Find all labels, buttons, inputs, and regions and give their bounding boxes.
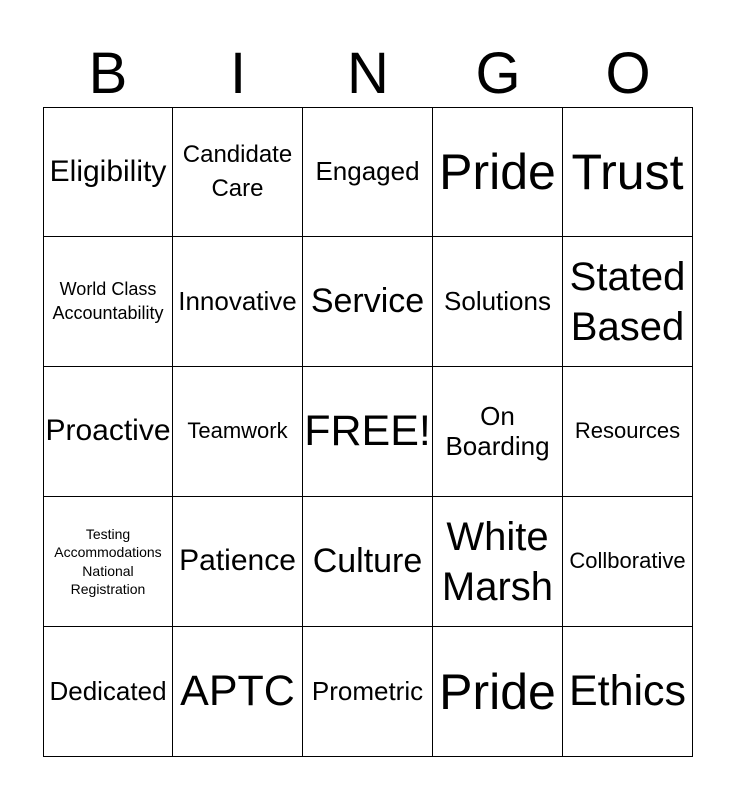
bingo-cell[interactable]: Culture: [303, 497, 433, 627]
bingo-cell[interactable]: Trust: [563, 107, 693, 237]
header-letter-g: G: [475, 41, 521, 106]
bingo-header: [43, 40, 693, 108]
bingo-cell[interactable]: White Marsh: [433, 497, 563, 627]
bingo-cell[interactable]: Resources: [563, 367, 693, 497]
free-space[interactable]: FREE!: [303, 367, 433, 497]
bingo-cell[interactable]: Dedicated: [43, 627, 173, 757]
bingo-cell[interactable]: APTC: [173, 627, 303, 757]
bingo-cell[interactable]: Stated Based: [563, 237, 693, 367]
bingo-cell[interactable]: Collborative: [563, 497, 693, 627]
bingo-cell[interactable]: Candidate Care: [173, 107, 303, 237]
bingo-cell[interactable]: On Boarding: [433, 367, 563, 497]
bingo-card: [43, 107, 693, 757]
bingo-cell[interactable]: Engaged: [303, 107, 433, 237]
header-letter-i: I: [229, 41, 247, 106]
bingo-cell[interactable]: Proactive: [43, 367, 173, 497]
header-letter-n: N: [347, 41, 389, 106]
bingo-cell[interactable]: World Class Accountability: [43, 237, 173, 367]
bingo-cell[interactable]: Pride: [433, 107, 563, 237]
bingo-cell[interactable]: Innovative: [173, 237, 303, 367]
bingo-cell[interactable]: Prometric: [303, 627, 433, 757]
bingo-cell[interactable]: Patience: [173, 497, 303, 627]
bingo-cell[interactable]: Ethics: [563, 627, 693, 757]
bingo-cell[interactable]: Eligibility: [43, 107, 173, 237]
bingo-cell[interactable]: Solutions: [433, 237, 563, 367]
header-letter-b: B: [88, 41, 128, 106]
header-letter-o: O: [605, 41, 651, 106]
bingo-cell[interactable]: Testing Accommodations National Registration: [43, 497, 173, 627]
bingo-cell[interactable]: Service: [303, 237, 433, 367]
bingo-cell[interactable]: Teamwork: [173, 367, 303, 497]
bingo-cell[interactable]: Pride: [433, 627, 563, 757]
